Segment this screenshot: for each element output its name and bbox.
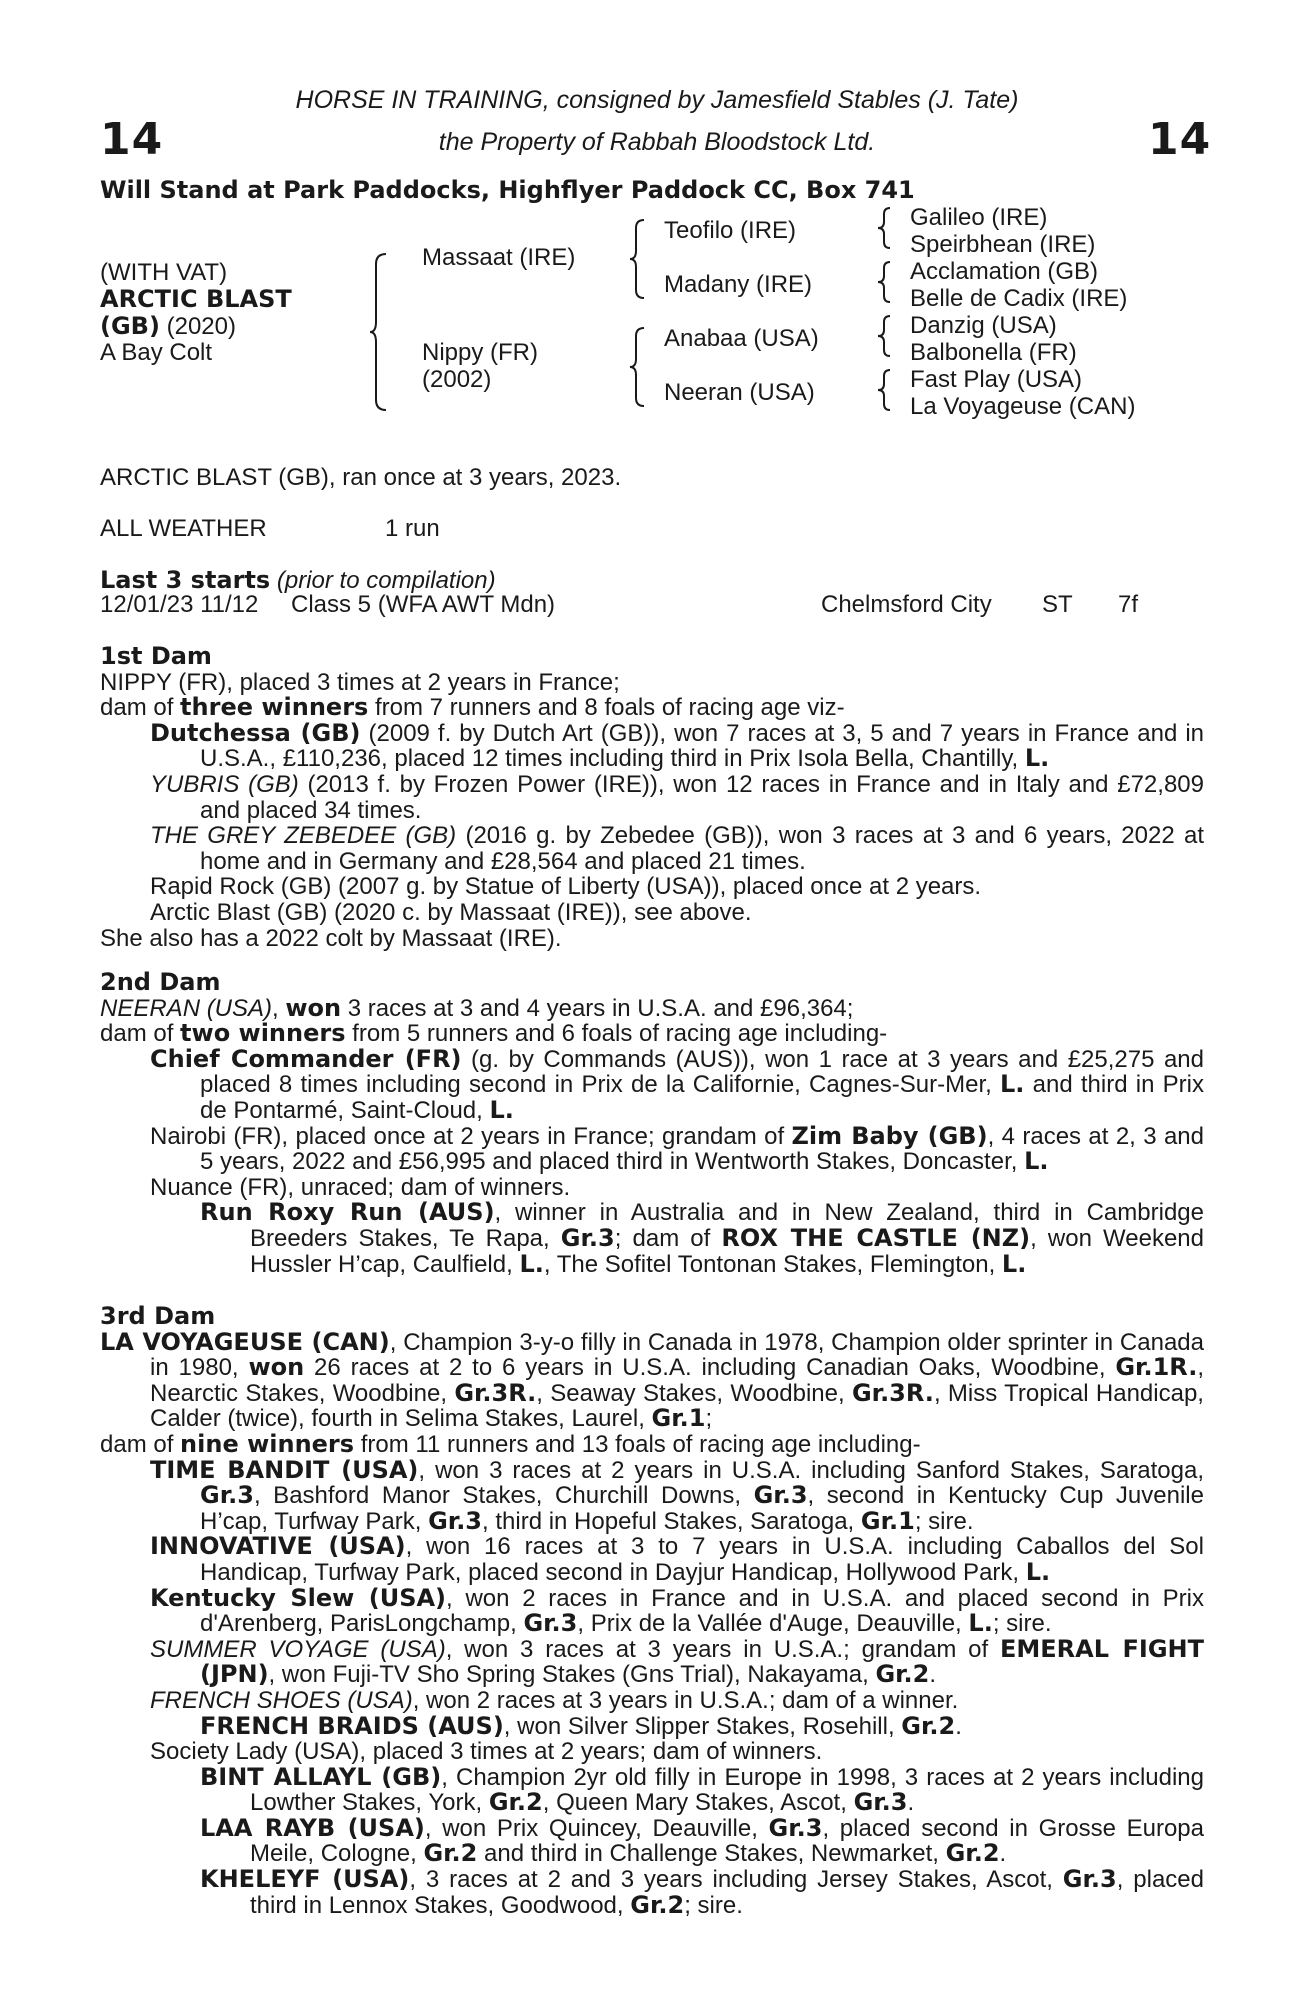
produce-french-braids: FRENCH BRAIDS (AUS), won Silver Slipper Stakes, Rosehill, Gr.2. — [200, 1711, 962, 1740]
first-dam-heading: 1st Dam — [100, 642, 212, 670]
produce-chief-commander: Chief Commander (FR) (g. by Commands (AUS)), won 1 race at 3 years and £25,275 and placed 8 times including second in Prix de la Californie, Cagnes-Sur-Mer, L. and third in Prix de Pontarmé, Saint-Cloud, L. — [150, 1044, 1205, 1124]
second-dam-produce-line: dam of two winners from 5 runners and 6 foals of racing age including- — [100, 1019, 888, 1048]
third-dam-la-voyageuse: LA VOYAGEUSE (CAN), Champion 3-y-o filly in Canada in 1978, Champion older sprinter in Canada in 1980, won 26 races at 2 to 6 years in U.S.A. including Canadian Oaks, Woodbine, Gr.1R., Nearctic Stakes, Woodbine, Gr.3R., Seaway Stakes, Woodbine, Gr.3R., Miss Tropical Handicap, Calder (twice), fourth in Selima Stakes, Laurel, Gr.1; — [100, 1327, 1205, 1433]
consignor-line: HORSE IN TRAINING, consigned by Jamesfield Stables (J. Tate) — [295, 86, 1019, 114]
last-starts-heading-row — [100, 568, 496, 594]
produce-grey-zebedee: THE GREY ZEBEDEE (GB) (2016 g. by Zebedee (GB)), won 3 races at 3 and 6 years, 2022 at home and in Germany and £28,564 and placed 21 times. — [150, 822, 1204, 875]
pedigree-sire: Massaat (IRE) — [422, 244, 576, 271]
start-course: Chelmsford City — [821, 591, 992, 618]
produce-nuance: Nuance (FR), unraced; dam of winners. — [150, 1173, 571, 1201]
property-line: the Property of Rabbah Bloodstock Ltd. — [438, 128, 876, 156]
pedigree-gen3-3: Acclamation (GB) — [910, 258, 1099, 285]
horse-description: A Bay Colt — [100, 339, 213, 366]
pedigree-dam-year: (2002) — [422, 366, 492, 393]
horse-origin: (GB) — [100, 312, 160, 340]
surface-runs: 1 run — [385, 515, 440, 542]
lot-number-left: 14 — [100, 114, 164, 165]
produce-time-bandit: TIME BANDIT (USA), won 3 races at 2 years in U.S.A. including Sanford Stakes, Saratoga, Gr.3, Bashford Manor Stakes, Churchill Downs, Gr.3, second in Kentucky Cup Juvenile H’cap, Turfway Park, Gr.3, third in Hopeful Stakes, Saratoga, Gr.1; sire. — [150, 1455, 1205, 1535]
first-dam-note: She also has a 2022 colt by Massaat (IRE). — [100, 924, 562, 952]
start-distance: 7f — [1118, 591, 1139, 618]
produce-french-shoes: FRENCH SHOES (USA), won 2 races at 3 years in U.S.A.; dam of a winner. — [150, 1686, 959, 1714]
produce-nairobi: Nairobi (FR), placed once at 2 years in France; grandam of Zim Baby (GB), 4 races at 2, 3 and 5 years, 2022 and £56,995 and placed third in Wentworth Stakes, Doncaster, L. — [150, 1121, 1205, 1176]
start-race: Class 5 (WFA AWT Mdn) — [291, 591, 556, 618]
vat-note: (WITH VAT) — [100, 259, 228, 286]
produce-summer-voyage: SUMMER VOYAGE (USA), won 3 races at 3 years in U.S.A.; grandam of EMERAL FIGHT (JPN), won Fuji-TV Sho Spring Stakes (Gns Trial), Nakayama, Gr.2. — [150, 1634, 1204, 1689]
pedigree-gen3-4: Belle de Cadix (IRE) — [910, 285, 1128, 312]
last-starts-note: (prior to compilation) — [276, 567, 496, 594]
produce-dutchessa: Dutchessa (GB) (2009 f. by Dutch Art (GB)), won 7 races at 3, 5 and 7 years in France and in U.S.A., £110,236, placed 12 times including third in Prix Isola Bella, Chantilly, L. — [150, 718, 1205, 773]
produce-arctic-blast: Arctic Blast (GB) (2020 c. by Massaat (IRE)), see above. — [150, 898, 752, 926]
first-dam-line: NIPPY (FR), placed 3 times at 2 years in France; — [100, 668, 620, 696]
second-dam-section — [100, 970, 1204, 1277]
lot-number-right: 14 — [1148, 114, 1212, 165]
third-dam-produce-line: dam of nine winners from 11 runners and 13 foals of racing age including- — [100, 1429, 921, 1458]
stand-location: Will Stand at Park Paddocks, Highflyer Paddock CC, Box 741 — [100, 176, 915, 204]
pedigree-dam-dam: Neeran (USA) — [664, 379, 815, 406]
pedigree-gen3-5: Danzig (USA) — [910, 312, 1057, 339]
pedigree-gen3-7: Fast Play (USA) — [910, 366, 1083, 393]
horse-year: (2020) — [159, 313, 236, 340]
pedigree-sire-dam: Madany (IRE) — [664, 271, 813, 298]
produce-kheleyf: KHELEYF (USA), 3 races at 2 and 3 years including Jersey Stakes, Ascot, Gr.3, placed third in Lennox Stakes, Goodwood, Gr.2; sire. — [200, 1865, 1204, 1919]
third-dam-section — [100, 1304, 1204, 1918]
first-dam-section — [100, 644, 1204, 951]
produce-society-lady: Society Lady (USA), placed 3 times at 2 years; dam of winners. — [150, 1738, 823, 1766]
produce-innovative: INNOVATIVE (USA), won 16 races at 3 to 7 years in U.S.A. including Caballos del Sol Handicap, Turfway Park, placed second in Dayjur Handicap, Hollywood Park, L. — [150, 1532, 1204, 1586]
pedigree-bracket-7 — [878, 368, 892, 412]
second-dam-line: NEERAN (USA), won 3 races at 3 and 4 years in U.S.A. and £96,364; — [100, 993, 854, 1022]
pedigree-gen3-1: Galileo (IRE) — [910, 204, 1048, 231]
race-record-summary: ARCTIC BLAST (GB), ran once at 3 years, 2023. — [100, 464, 622, 491]
horse-name: ARCTIC BLAST — [100, 285, 292, 313]
produce-yubris: YUBRIS (GB) (2013 f. by Frozen Power (IRE)), won 12 races in France and in Italy and £72,809 and placed 34 times. — [150, 770, 1204, 824]
horse-origin-year — [100, 313, 236, 340]
second-dam-heading: 2nd Dam — [100, 968, 221, 996]
produce-rapid-rock: Rapid Rock (GB) (2007 g. by Statue of Liberty (USA)), placed once at 2 years. — [150, 873, 982, 901]
pedigree-bracket-4 — [878, 206, 892, 250]
pedigree-gen3-6: Balbonella (FR) — [910, 339, 1077, 366]
pedigree-gen3-8: La Voyageuse (CAN) — [910, 393, 1136, 420]
produce-kentucky-slew: Kentucky Slew (USA), won 2 races in France and in U.S.A. and placed second in Prix d'Arenberg, ParisLongchamp, Gr.3, Prix de la Vallée d'Auge, Deauville, L.; sire. — [150, 1583, 1204, 1638]
first-dam-produce-line: dam of three winners from 7 runners and 8 foals of racing age viz- — [100, 693, 845, 722]
start-date-position: 12/01/23 11/12 — [100, 591, 259, 618]
pedigree-dam-sire: Anabaa (USA) — [664, 325, 819, 352]
pedigree-sire-sire: Teofilo (IRE) — [664, 217, 797, 244]
pedigree-bracket-5 — [878, 260, 892, 304]
pedigree-bracket-1 — [370, 252, 390, 412]
surface-label: ALL WEATHER — [100, 515, 267, 542]
pedigree-dam: Nippy (FR) — [422, 339, 539, 366]
produce-laa-rayb: LAA RAYB (USA), won Prix Quincey, Deauville, Gr.3, placed second in Grosse Europa Meile, Cologne, Gr.2 and third in Challenge Stakes, Newmarket, Gr.2. — [200, 1813, 1204, 1868]
last-starts-heading: Last 3 starts — [100, 566, 271, 594]
pedigree-bracket-6 — [878, 314, 892, 358]
produce-run-roxy-run: Run Roxy Run (AUS), winner in Australia and in New Zealand, third in Cambridge Breeders Stakes, Te Rapa, Gr.3; dam of ROX THE CASTLE (NZ), won Weekend Hussler H’cap, Caulfield, L., The Sofitel Tontonan Stakes, Flemington, L. — [200, 1198, 1204, 1278]
produce-bint-allayl: BINT ALLAYL (GB), Champion 2yr old filly in Europe in 1998, 3 races at 2 years including Lowther Stakes, York, Gr.2, Queen Mary Stakes, Ascot, Gr.3. — [200, 1762, 1204, 1817]
pedigree-bracket-3 — [630, 326, 646, 408]
pedigree-gen3-2: Speirbhean (IRE) — [910, 231, 1096, 258]
pedigree-bracket-2 — [630, 218, 646, 300]
third-dam-heading: 3rd Dam — [100, 1302, 216, 1330]
start-going: ST — [1042, 591, 1073, 618]
